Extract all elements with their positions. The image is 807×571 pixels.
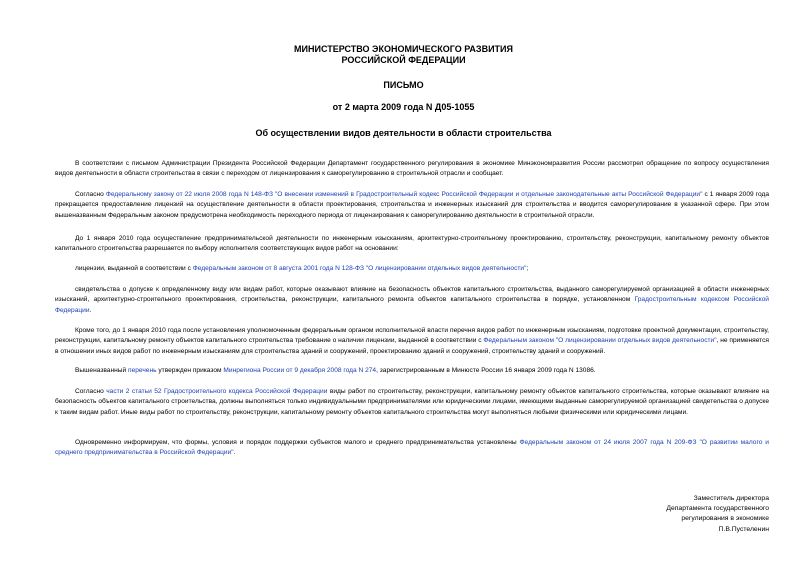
signature-block [666, 494, 769, 535]
paragraph-7-text-start: Вышеназванный [75, 367, 128, 374]
paragraph-7-text-end: , зарегистрированным в Минюсте России 16 января 2009 года N 13086. [376, 367, 596, 374]
paragraph-8 [55, 387, 769, 418]
list-link[interactable]: перечень [128, 367, 157, 374]
paragraph-3: До 1 января 2010 года осуществление предпринимательской деятельности по инженерным изысканиям, архитектурно-строительному проектированию, строительству, реконструкции, капитальному ремонту объектов капитального строительства разрешается по выбору исполнителя соответствующих видов работ на основании: [55, 235, 769, 253]
document-type: ПИСЬМО [383, 80, 424, 90]
ministry-name-line2: РОССИЙСКОЙ ФЕДЕРАЦИИ [341, 55, 466, 65]
signature-position: Заместитель директора [693, 495, 769, 502]
paragraph-7 [55, 366, 769, 376]
paragraph-2-text-end: с 1 января 2009 года прекращается предоставление лицензий на осуществление деятельности в области проектирования, строительства и инженерных изысканий для строительства и вводится саморегулирование в указанной сфере. При этом вышеназванным Федеральным законом предусмотрена необходимость переходного периода от лицензирования к саморегулированию деятельности в строительной отрасли. [55, 191, 769, 219]
code-article-52-link[interactable]: части 2 статьи 52 Градостроительного кодекса Российской Федерации [106, 388, 328, 395]
paragraph-2 [55, 190, 769, 221]
paragraph-7-text-mid: утвержден приказом [156, 367, 224, 374]
paragraph-5 [55, 285, 769, 316]
paragraph-4 [55, 264, 769, 274]
paragraph-2-text-start: Согласно [75, 191, 106, 198]
paragraph-9 [55, 438, 769, 459]
law-148fz-link[interactable]: Федеральному закону от 22 июля 2008 года N 148-ФЗ "О внесении изменений в Градостроительный кодекс Российской Федерации и отдельные законодательные акты Российской Федерации" [105, 191, 703, 198]
law-128fz-link[interactable]: Федеральным законом от 8 августа 2001 года N 128-ФЗ "О лицензировании отдельных видов деятельности" [192, 265, 527, 272]
ministry-name-line1: МИНИСТЕРСТВО ЭКОНОМИЧЕСКОГО РАЗВИТИЯ [294, 44, 513, 54]
licensing-law-link[interactable]: Федеральным законом "О лицензировании отдельных видов деятельности" [483, 337, 717, 345]
paragraph-6-text-start: Кроме того, до 1 января 2010 года после установления уполномоченным федеральным органом исполнительной власти перечня видов работ по инженерным изысканиям, подготовке проектной документации, строительству, реконструкции, капитальному ремонту объектов капитального строительства требование о наличии лицензии, выданной в соответствии с [55, 327, 769, 345]
paragraph-5-text-end: . [89, 306, 92, 314]
paragraph-1: В соответствии с письмом Администрации Президента Российской Федерации Департамент государственного регулирования в экономике Минэкономразвития России рассмотрел обращение по вопросу осуществления видов деятельности в области строительства в связи с переходом от лицензирования к саморегулированию в строительной отрасли и сообщает. [55, 160, 769, 178]
paragraph-4-text-start: лицензии, выданной в соответствии с [75, 265, 193, 272]
paragraph-4-text-end: ; [526, 265, 529, 272]
signature-department: Департамента государственного [666, 505, 769, 513]
paragraph-5-text-start: свидетельства о допуске к определенному виду или видам работ, которые оказывают влияние на безопасность объектов капитального строительства, выданного саморегулируемой организацией в области инженерных изысканий, архитектурно-строительного проектирования, строительства, реконструкции, капитального ремонта объектов капитального строительства в порядке, установленном [55, 286, 769, 304]
paragraph-9-text-end: . [233, 449, 236, 457]
paragraph-8-text-start: Согласно [75, 388, 107, 395]
paragraph-9-text-start: Одновременно информируем, что формы, условия и порядок поддержки субъектов малого и среднего предпринимательства установлены [75, 439, 520, 446]
signature-department-cont: регулирования в экономике [681, 515, 769, 523]
law-209fz-link[interactable]: Федеральным законом от 24 июля 2007 года N 209-ФЗ "О развитии малого и среднего предпринимательства в Российской Федерации" [55, 439, 769, 457]
signature-name: П.В.Пустеленин [718, 525, 769, 533]
minregion-order-link[interactable]: Минрегиона России от 9 декабря 2008 года N 274 [223, 367, 377, 374]
paragraph-8-text-end: виды работ по строительству, реконструкции, капитальному ремонту объектов капитального строительства, которые оказывают влияние на безопасность объектов капитального строительства, должны выполняться только индивидуальными предпринимателями или юридическими лицами, имеющими выданные саморегулируемой организацией свидетельства о допуске к таким видам работ. Иные виды работ по строительству, реконструкции, капитальному ремонту объектов капитального строительства могут выполняться любыми физическими или юридическими лицами. [55, 388, 769, 416]
paragraph-6 [55, 326, 769, 357]
paragraph-6-text-end: , не применяется в отношении иных видов работ по инженерным изысканиям для строительства зданий и сооружений, проектированию зданий и сооружений, строительству зданий и сооружений. [55, 337, 769, 355]
document-date: от 2 марта 2009 года N Д05-1055 [332, 102, 475, 112]
document-subject: Об осуществлении видов деятельности в области строительства [255, 128, 552, 138]
urban-planning-code-link[interactable]: Градостроительным кодексом Российской Федерации [55, 296, 769, 314]
